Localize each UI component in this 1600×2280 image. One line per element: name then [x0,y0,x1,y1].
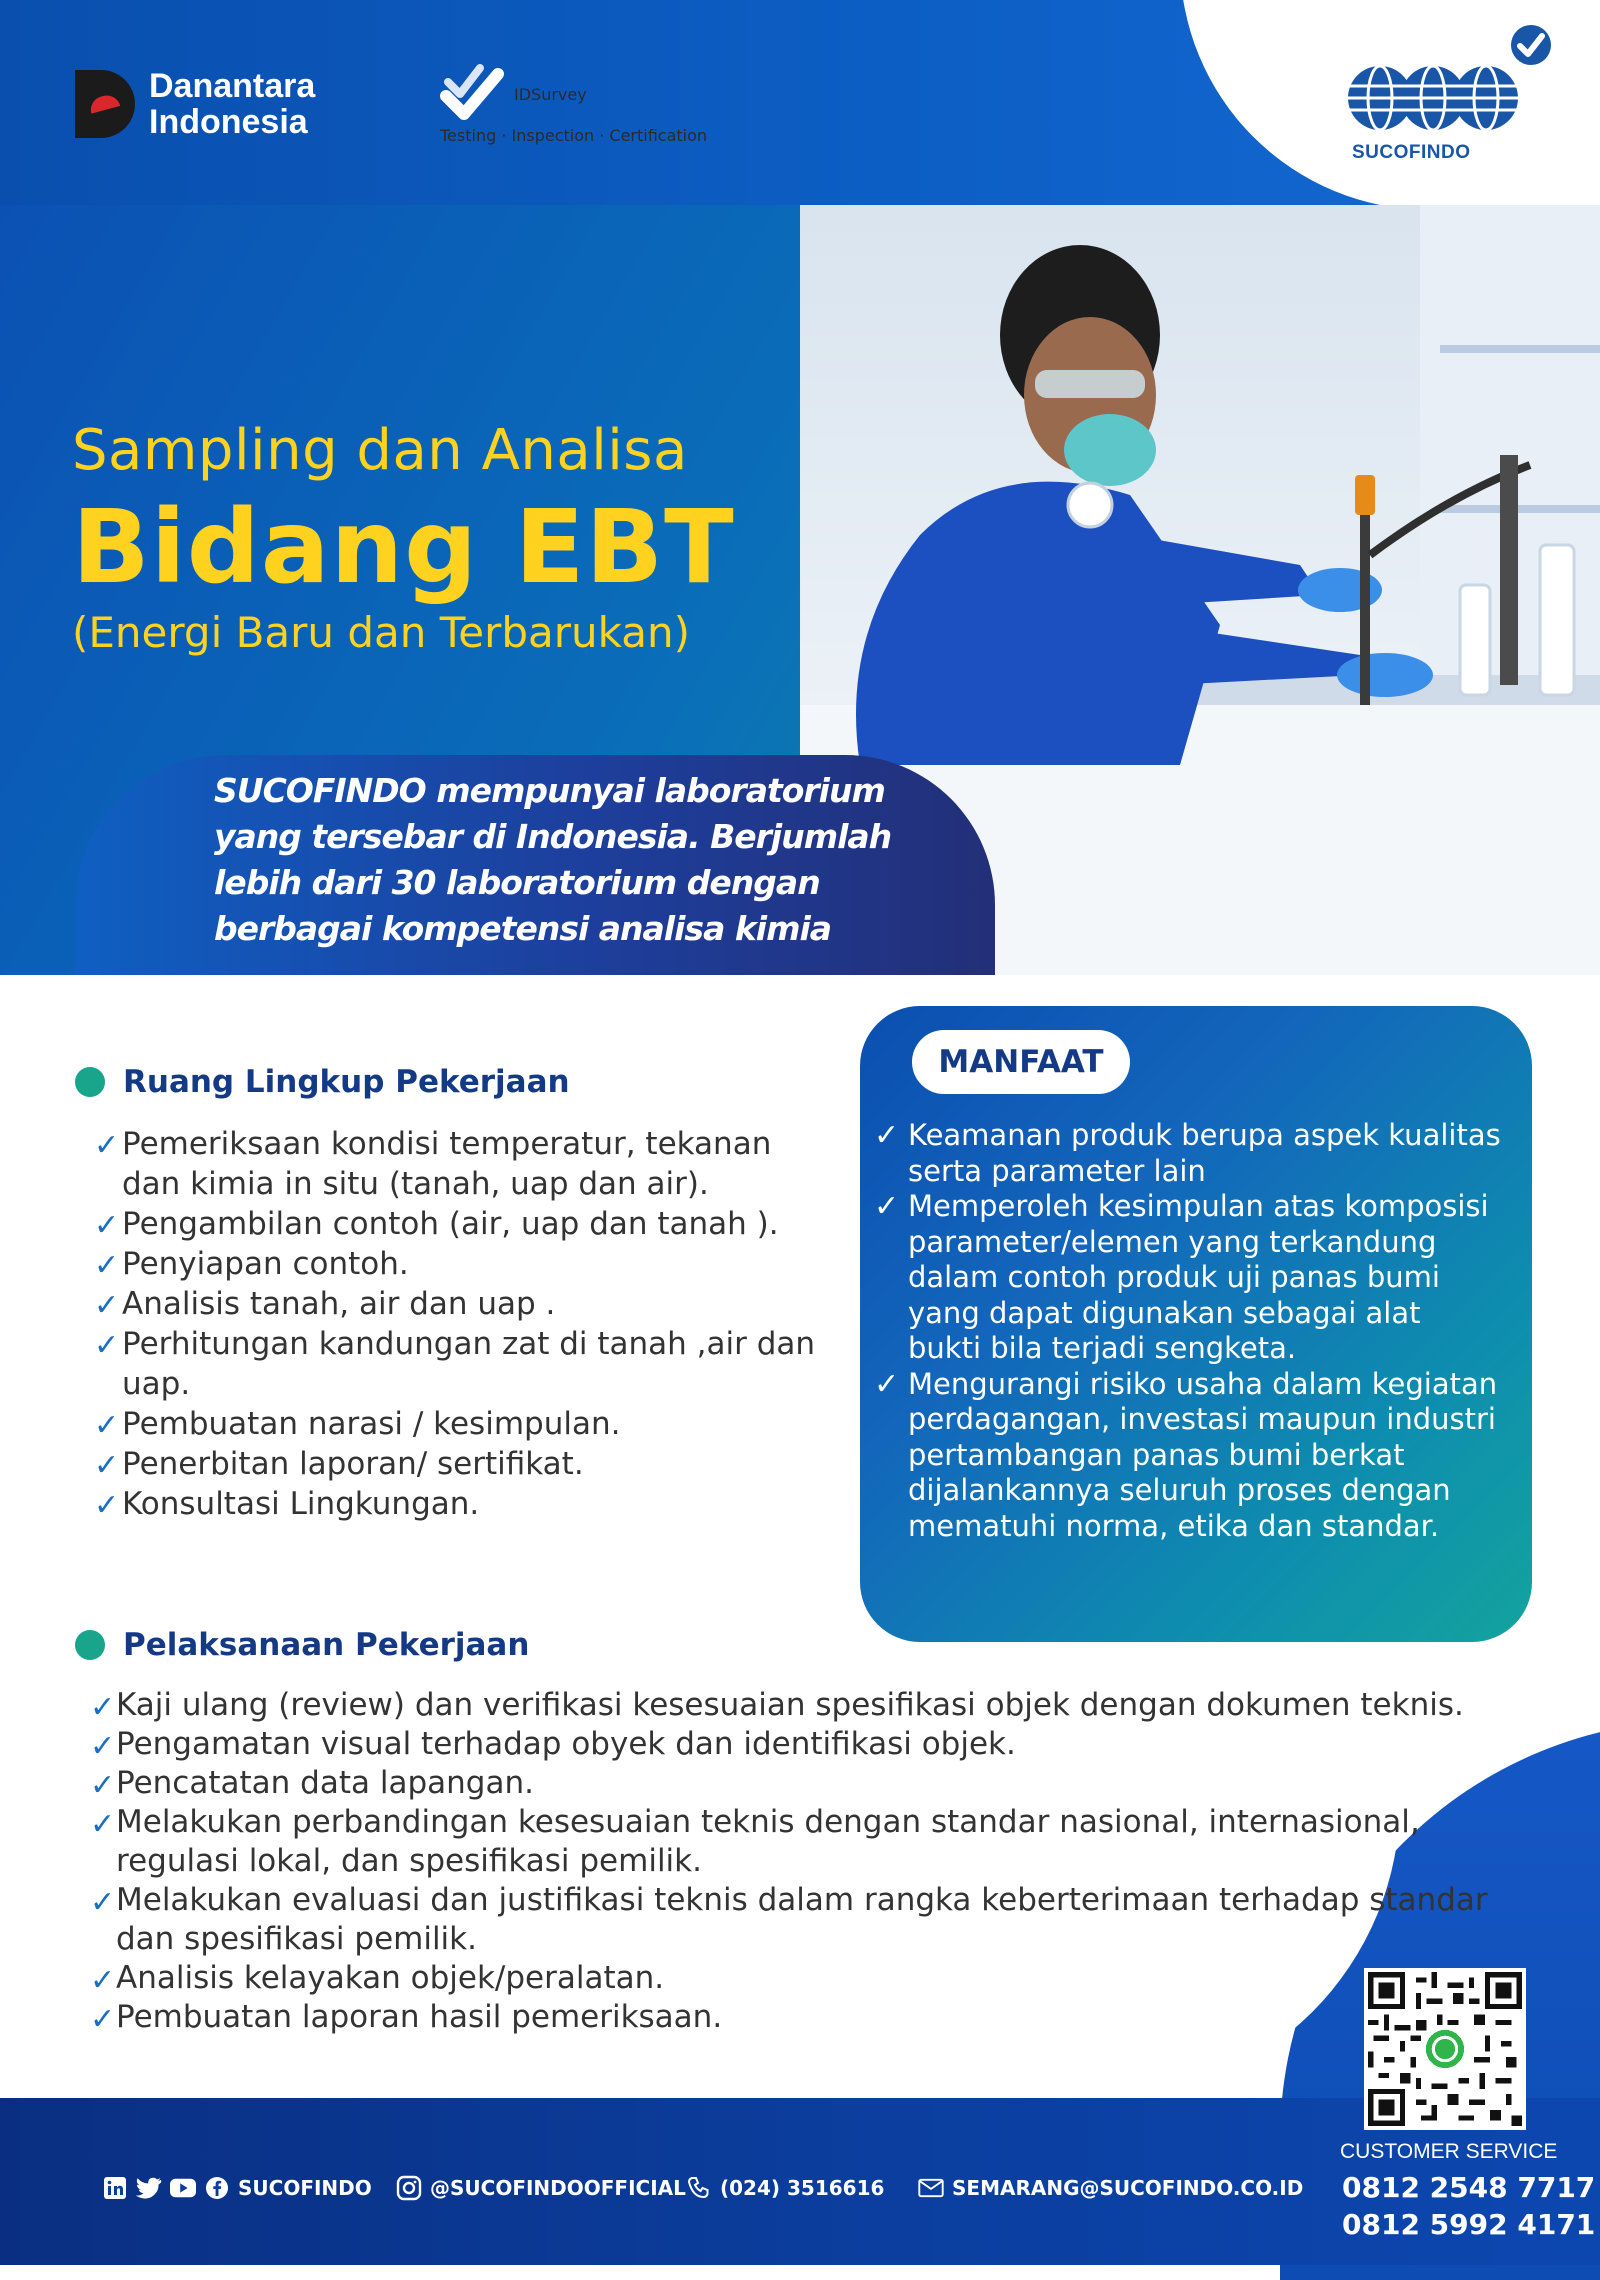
bullet-dot-icon [75,1630,105,1660]
check-icon: ✓ [90,2002,116,2037]
scope-heading-label: Ruang Lingkup Pekerjaan [123,1064,570,1100]
check-icon: ✓ [94,1208,120,1243]
danantara-line1: Danantara [149,67,316,105]
manfaat-item: ✓ Keamanan produk berupa aspek kualitas serta parameter lain [874,1118,1501,1188]
youtube-icon[interactable] [170,2175,196,2201]
linkedin-icon[interactable] [102,2175,128,2201]
sucofindo-logo [1348,58,1518,168]
check-icon: ✓ [874,1366,900,1402]
execution-item: ✓ Pembuatan laporan hasil pemeriksaan. [90,1999,723,2037]
sucofindo-wordmark: SUCOFINDO [1352,142,1471,163]
execution-item: ✓ Kaji ulang (review) dan verifikasi kesesuaian spesifikasi objek dengan dokumen teknis. [90,1687,1464,1725]
check-icon: ✓ [94,1248,120,1283]
social-links[interactable] [102,2175,372,2201]
facebook-icon[interactable] [204,2175,230,2201]
check-icon: ✓ [90,1807,116,1842]
execution-heading-label: Pelaksanaan Pekerjaan [123,1627,530,1663]
idsurvey-check-icon [440,62,504,126]
sucofindo-globe-icon [1348,58,1518,140]
phone-number[interactable]: (024) 3516616 [720,2176,885,2200]
whatsapp-qr-code[interactable] [1364,1968,1526,2130]
check-icon: ✓ [94,1488,120,1523]
email-link[interactable] [918,2175,1303,2201]
scope-list [94,1124,834,1524]
danantara-line2: Indonesia [149,103,308,141]
check-icon: ✓ [874,1118,900,1153]
check-icon: ✓ [874,1189,900,1224]
scope-item: ✓ Konsultasi Lingkungan. [94,1484,834,1524]
scope-item: ✓ Pengambilan contoh (air, uap dan tanah ). [94,1204,834,1244]
scope-item: ✓ Pembuatan narasi / kesimpulan. [94,1404,834,1444]
customer-service-label: CUSTOMER SERVICE [1340,2140,1558,2163]
manfaat-heading: MANFAAT [938,1044,1104,1080]
danantara-logo [75,68,315,140]
twitter-icon[interactable] [136,2175,162,2201]
mail-icon[interactable] [918,2175,944,2201]
execution-item: ✓ Analisis kelayakan objek/peralatan. [90,1960,665,1998]
scope-item: ✓ Penyiapan contoh. [94,1244,834,1284]
hero-title-sub: (Energi Baru dan Terbarukan) [72,608,690,657]
scope-item: ✓ Analisis tanah, air dan uap . [94,1284,834,1324]
manfaat-heading-pill [912,1030,1130,1094]
execution-item: ✓ Melakukan evaluasi dan justifikasi teknis dalam rangka keberterimaan terhadap standar dan spesifikasi pemilik. [90,1882,1488,1957]
danantara-mark-icon [75,70,135,138]
instagram-link[interactable] [396,2175,686,2201]
bullet-dot-icon [75,1067,105,1097]
qr-code-icon [1368,1972,1522,2126]
check-icon: ✓ [94,1448,120,1483]
execution-item: ✓ Pencatatan data lapangan. [90,1765,534,1803]
check-icon: ✓ [94,1128,120,1163]
check-icon: ✓ [90,1885,116,1920]
execution-heading [75,1627,529,1663]
check-icon: ✓ [90,1963,116,1998]
social-handle[interactable]: SUCOFINDO [238,2176,372,2200]
manfaat-item: ✓ Mengurangi risiko usaha dalam kegiatan perdagangan, investasi maupun industri pertambangan panas bumi berkat dijalankannya seluruh proses dengan mematuhi norma, etika dan standar. [874,1366,1498,1543]
email-address[interactable]: SEMARANG@SUCOFINDO.CO.ID [952,2176,1304,2200]
check-icon: ✓ [94,1328,120,1363]
check-icon: ✓ [90,1729,116,1764]
idsurvey-logo [440,62,707,145]
hero-title-small: Sampling dan Analisa [72,418,688,483]
idsurvey-name: IDSurvey [514,84,587,104]
scope-item: ✓ Perhitungan kandungan zat di tanah ,air dan uap. [94,1326,816,1402]
hero-band-text: SUCOFINDO mempunyai laboratorium yang tersebar di Indonesia. Berjumlah lebih dari 30 laboratorium dengan berbagai kompetensi analisa kimia [214,771,892,948]
scope-heading [75,1064,570,1100]
manfaat-list [872,1118,1502,1544]
phone-link[interactable] [686,2175,884,2201]
instagram-icon[interactable] [396,2175,422,2201]
idsurvey-tagline: Testing · Inspection · Certification [440,126,708,145]
cs-phone-1[interactable]: 0812 2548 7717 [1342,2171,1596,2204]
check-icon: ✓ [90,1768,116,1803]
cs-phone-2[interactable]: 0812 5992 4171 [1342,2208,1596,2241]
execution-item: ✓ Pengamatan visual terhadap obyek dan identifikasi objek. [90,1726,1016,1764]
hero-title-big: Bidang EBT [72,488,735,607]
execution-list [90,1686,1510,2037]
manfaat-item: ✓ Memperoleh kesimpulan atas komposisi parameter/elemen yang terkandung dalam contoh produk uji panas bumi yang dapat digunakan sebagai alat bukti bila terjadi sengketa. [874,1189,1489,1365]
check-icon: ✓ [90,1690,116,1725]
check-icon: ✓ [94,1288,120,1323]
scope-item: ✓ Pemeriksaan kondisi temperatur, tekanan dan kimia in situ (tanah, uap dan air). [94,1126,772,1202]
check-icon: ✓ [94,1408,120,1443]
scope-item: ✓ Penerbitan laporan/ sertifikat. [94,1444,834,1484]
execution-item: ✓ Melakukan perbandingan kesesuaian teknis dengan standar nasional, internasional, regulasi lokal, dan spesifikasi pemilik. [90,1804,1420,1879]
phone-icon[interactable] [686,2175,712,2201]
instagram-handle[interactable]: @SUCOFINDOOFFICIAL [430,2176,686,2200]
